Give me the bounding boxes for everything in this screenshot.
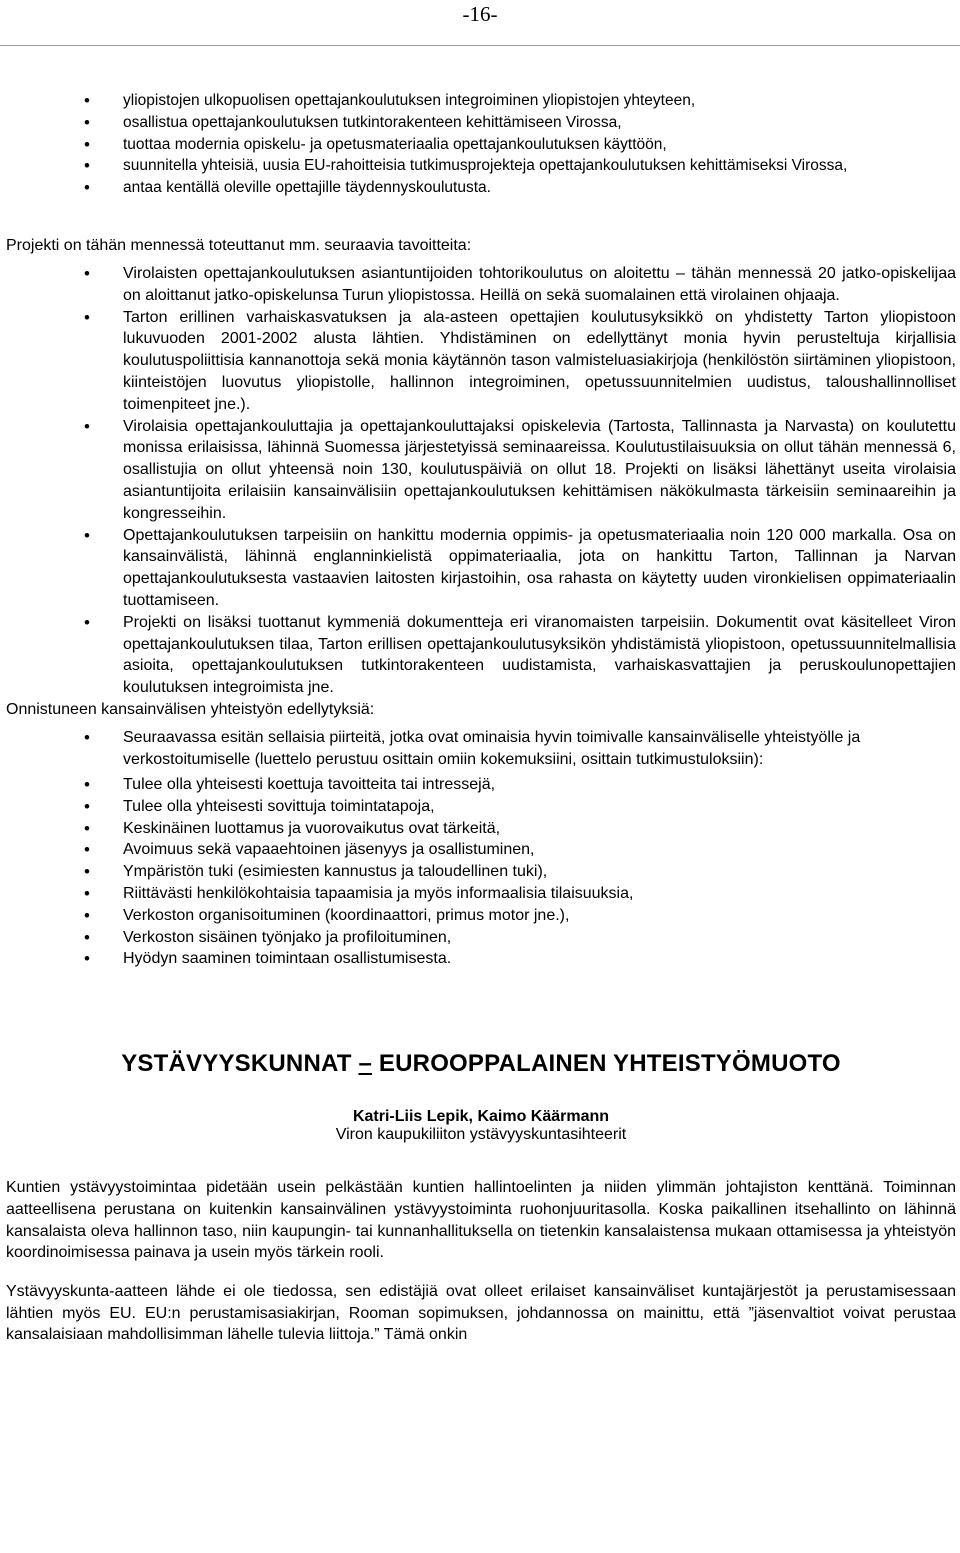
document-body xyxy=(6,90,956,1346)
article-title xyxy=(6,1050,956,1078)
list-item: • Virolaisten opettajankoulutuksen asiantuntijoiden tohtorikoulutus on aloitettu – tähän mennessä 20 jatko-opiskelijaa on aloittanut jatko-opiskelunsa Turun yliopistossa. Heillä on sekä suomalainen että virolainen ohjaaja. xyxy=(6,263,956,307)
list-item: • Hyödyn saaminen toimintaan osallistumisesta. xyxy=(6,948,956,970)
list-item: • Ympäristön tuki (esimiesten kannustus ja taloudellinen tuki), xyxy=(6,861,956,883)
success-conditions-list xyxy=(6,727,956,970)
list-item: • Projekti on lisäksi tuottanut kymmeniä dokumentteja eri viranomaisten tarpeisiin. Dokumentit ovat käsitelleet Viron opettajankoulutuksen tilaa, Tarton erillisen opettajankoulutusyksikön yhdistämistä yliopistoon, opetussuunnitelmallisia asioita, opettajankoulutuksen tutkintorakenteen uudistamista, varhaiskasvattajien ja peruskoulunopettajien koulutuksen integroimista jne. xyxy=(6,612,956,699)
list-item: • Seuraavassa esitän sellaisia piirteitä, jotka ovat ominaisia hyvin toimivalle kansainväliselle yhteistyölle ja verkostoitumiselle (luettelo perustuu osittain omiin kokemuksiini, osittain tutkimustuloksiin): xyxy=(6,727,956,771)
list-item: • Tulee olla yhteisesti koettuja tavoitteita tai intressejä, xyxy=(6,774,956,796)
article-authors: Katri-Liis Lepik, Kaimo Käärmann xyxy=(352,1108,610,1126)
list-item: • Tarton erillinen varhaiskasvatuksen ja ala-asteen opettajien koulutusyksikkö on yhdistetty Tarton yliopistoon lukuvuoden 2001-2002 alusta lähtien. Yhdistäminen on edellyttänyt monia hyvin perusteltuja kirjallisia koulutuspoliittisia kannanottoja sekä monia käytännön tason valmisteluasiakirjoja (henkilöstön siirtäminen yliopistoon, kiinteistöjen luovutus yliopistolle, hallinnon integroiminen, opetussuunnitelmien uudistus, taloushallinnolliset toimenpiteet jne.). xyxy=(6,307,956,416)
list-item: • Riittävästi henkilökohtaisia tapaamisia ja myös informaalisia tilaisuuksia, xyxy=(6,883,956,905)
list-item: • Tulee olla yhteisesti sovittuja toimintatapoja, xyxy=(6,796,956,818)
list-item: • Opettajankoulutuksen tarpeisiin on hankittu modernia oppimis- ja opetusmateriaalia noin 120 000 markalla. Osa on kansainvälistä, lähinnä englanninkielistä oppimateriaalia, jota on hankittu Tarton, Tallinnan ja Narvan opettajankoulutuksesta vastaavien laitosten kirjastoihin, osa rahasta on käytetty uuden vironkielisen oppimateriaalin tuottamiseen. xyxy=(6,525,956,612)
success-heading: Onnistuneen kansainvälisen yhteistyön edellytyksiä: xyxy=(6,700,375,718)
list-item: • Verkoston sisäinen työnjako ja profiloituminen, xyxy=(6,927,956,949)
list-item: • Verkoston organisoituminen (koordinaattori, primus motor jne.), xyxy=(6,905,956,927)
header-rule xyxy=(0,45,960,46)
list-item: • Virolaisia opettajankouluttajia ja opettajankouluttajaksi opiskelevia (Tartosta, Tallinnasta ja Narvasta) on koulutettu monissa erilaisissa, lähinnä Suomessa järjestetyissä seminaareissa. Koulutustilaisuuksia on ollut tähän mennessä 6, osallistujia on ollut yhteensä noin 130, koulutuspäiviä on ollut 18. Projekti on lisäksi lähettänyt useita virolaisia asiantuntijoita erilaisiin kansainvälisiin opettajankoulutuksen kehittämisen näkökulmasta tärkeisiin seminaareihin ja kongresseihin. xyxy=(6,416,956,525)
project-achievements-list xyxy=(6,263,956,699)
project-heading: Projekti on tähän mennessä toteuttanut mm. seuraavia tavoitteita: xyxy=(6,236,472,254)
article-title-part1: YSTÄVYYSKUNNAT xyxy=(121,1050,352,1078)
article-paragraph: Ystävyyskunta-aatteen lähde ei ole tiedossa, sen edistäjiä ovat olleet erilaiset kansainväliset kuntajärjestöt ja perustamisessaan lähtien myös EU. EU:n perustamisasiakirjan, Rooman sopimuksen, johdannossa on mainittu, että ”jäsenvaltiot voivat perustaa kansalaisiaan mahdollisimman lähelle tulevia liittoja.” Tämä onkin xyxy=(6,1282,956,1344)
article-title-dash: – xyxy=(358,1050,373,1078)
list-item: • Avoimuus sekä vapaaehtoinen jäsenyys ja osallistuminen, xyxy=(6,839,956,861)
list-item: • yliopistojen ulkopuolisen opettajankoulutuksen integroiminen yliopistojen yhteyteen, xyxy=(6,90,956,112)
list-item: • osallistua opettajankoulutuksen tutkintorakenteen kehittämiseen Virossa, xyxy=(6,112,956,134)
list-item: • tuottaa modernia opiskelu- ja opetusmateriaalia opettajankoulutuksen käyttöön, xyxy=(6,134,956,156)
intro-goal-list xyxy=(6,90,956,199)
article-paragraph: Kuntien ystävyystoimintaa pidetään usein pelkästään kuntien hallintoelinten ja niiden ylimmän johtajiston kenttänä. Toiminnan aatteellisena perustana on kuitenkin kansainvälinen ystävyystoiminta ruohonjuuritasolla. Koska paikallinen itsehallinto on lähinnä kansalaista oleva hallinnon taso, niin kaupungin- tai kunnanhallituksella on tietenkin kansalaistensa mukaan ottamisessa ja yhteistyön koordinoimisessa painava ja usein myös tärkein rooli. xyxy=(6,1179,956,1262)
article-affiliation: Viron kaupukiliiton ystävyyskuntasihteerit xyxy=(335,1126,627,1144)
article-title-part2: EUROOPPALAINEN YHTEISTYÖMUOTO xyxy=(378,1050,841,1078)
list-item: • Keskinäinen luottamus ja vuorovaikutus ovat tärkeitä, xyxy=(6,818,956,840)
list-item: • antaa kentällä oleville opettajille täydennyskoulutusta. xyxy=(6,177,956,199)
list-item: • suunnitella yhteisiä, uusia EU-rahoitteisia tutkimusprojekteja opettajankoulutuksen kehittämiseksi Virossa, xyxy=(6,155,956,177)
page-number: -16- xyxy=(462,2,498,26)
